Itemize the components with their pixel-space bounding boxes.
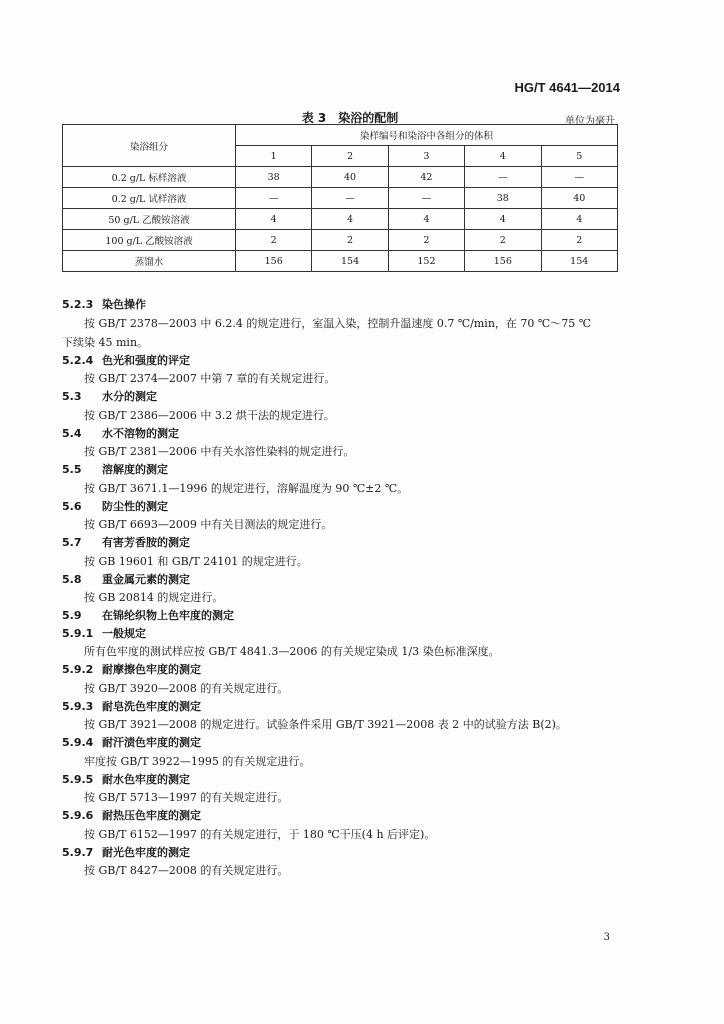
volume-cell: 40 (541, 188, 618, 209)
volume-cell: — (541, 167, 618, 188)
section-heading (62, 807, 622, 825)
section-number: 5.9.1 (62, 626, 94, 640)
section-title: 耐汗渍色牢度的测定 (102, 736, 201, 749)
section-number: 5.9 (62, 609, 82, 622)
col-header-component: 染浴组分 (63, 125, 236, 167)
section-text: 牢度按 GB/T 3922—1995 的有关规定进行。 (84, 754, 311, 768)
table-row (63, 167, 618, 188)
section-text: 按 GB 19601 和 GB/T 24101 的规定进行。 (84, 554, 308, 568)
section-title: 水分的测定 (102, 390, 157, 403)
table-title: 表 3 染浴的配制 (301, 111, 399, 125)
section-text: 按 GB/T 5713—1997 的有关规定进行。 (84, 791, 289, 804)
section-title: 有害芳香胺的测定 (102, 536, 190, 549)
volume-cell: 4 (312, 209, 388, 230)
sections-body (62, 296, 622, 880)
volume-cell: 38 (236, 167, 312, 188)
volume-cell: 40 (312, 167, 388, 188)
volume-cell: 2 (541, 230, 618, 251)
section-title: 耐水色牢度的测定 (102, 772, 190, 786)
sample-number: 4 (465, 146, 541, 167)
section-title: 一般规定 (102, 626, 146, 640)
section-heading (62, 571, 622, 589)
section-title: 染色操作 (102, 298, 146, 311)
table-row (63, 209, 618, 230)
section-text: 下续染 45 min。 (62, 335, 149, 349)
section-heading (62, 425, 622, 443)
component-cell: 0.2 g/L 试样溶液 (63, 188, 236, 209)
table-row (63, 251, 618, 272)
section-title: 重金属元素的测定 (102, 572, 190, 586)
section-title: 耐光色牢度的测定 (102, 845, 190, 859)
volume-cell: — (236, 188, 312, 209)
section-heading (62, 661, 622, 679)
section-number: 5.6 (62, 499, 82, 513)
volume-cell: 156 (236, 251, 312, 272)
section-heading (62, 352, 622, 370)
section-heading (62, 844, 622, 862)
sample-number: 2 (312, 146, 388, 167)
section-number: 5.5 (62, 463, 82, 476)
sample-number: 3 (388, 146, 464, 167)
section-title: 耐热压色牢度的测定 (102, 809, 201, 822)
volume-cell: — (465, 167, 541, 188)
section-title: 防尘性的测定 (102, 499, 168, 513)
section-heading (62, 625, 622, 643)
col-header-group: 染样编号和染浴中各组分的体积 (236, 125, 618, 146)
section-text: 按 GB 20814 的规定进行。 (84, 591, 224, 604)
section-text: 按 GB/T 3921—2008 的规定进行。试验条件采用 GB/T 3921—2008 表 2 中的试验方法 B(2)。 (84, 718, 567, 731)
volume-cell: 38 (465, 188, 541, 209)
volume-cell: 2 (312, 230, 388, 251)
section-number: 5.9.3 (62, 699, 94, 713)
volume-cell: — (388, 188, 464, 209)
section-title: 耐摩擦色牢度的测定 (102, 663, 201, 676)
section-heading (62, 498, 622, 516)
table-unit: 单位为毫升 (565, 116, 615, 127)
section-heading (62, 771, 622, 789)
section-number: 5.2.3 (62, 298, 94, 311)
section-text: 按 GB/T 2378—2003 中 6.2.4 的规定进行，室温入染，控制升温速度 0.7 ℃/min，在 70 ℃～75 ℃ (84, 316, 591, 330)
section-title: 色光和强度的评定 (102, 353, 190, 367)
section-number: 5.9.2 (62, 663, 94, 676)
section-number: 5.8 (62, 572, 82, 586)
section-text: 按 GB/T 6693—2009 中有关目测法的规定进行。 (84, 518, 333, 531)
volume-cell: 2 (388, 230, 464, 251)
section-number: 5.2.4 (62, 353, 94, 367)
component-cell: 100 g/L 乙酸铵溶液 (63, 230, 236, 251)
section-text: 按 GB/T 2381—2006 中有关水溶性染料的规定进行。 (84, 445, 355, 458)
section-title: 耐皂洗色牢度的测定 (102, 699, 201, 713)
volume-cell: 2 (236, 230, 312, 251)
section-heading (62, 607, 622, 625)
dye-bath-table (62, 124, 618, 272)
volume-cell: 4 (388, 209, 464, 230)
component-cell: 0.2 g/L 标样溶液 (63, 167, 236, 188)
section-text: 按 GB/T 3920—2008 的有关规定进行。 (84, 681, 289, 695)
section-number: 5.9.5 (62, 772, 94, 786)
section-heading (62, 534, 622, 552)
table-row (63, 188, 618, 209)
section-number: 5.4 (62, 426, 82, 440)
volume-cell: 42 (388, 167, 464, 188)
section-heading (62, 734, 622, 752)
table-row (63, 230, 618, 251)
volume-cell: 154 (541, 251, 618, 272)
section-heading (62, 461, 622, 479)
volume-cell: — (312, 188, 388, 209)
volume-cell: 154 (312, 251, 388, 272)
section-heading (62, 296, 622, 314)
component-cell: 50 g/L 乙酸铵溶液 (63, 209, 236, 230)
section-text: 按 GB/T 6152—1997 的有关规定进行，于 180 ℃干压(4 h 后评定)。 (84, 827, 436, 841)
section-heading (62, 698, 622, 716)
section-heading (62, 388, 622, 406)
sample-number: 1 (236, 146, 312, 167)
section-title: 在锦纶织物上色牢度的测定 (102, 609, 234, 622)
sample-number: 5 (541, 146, 618, 167)
section-text: 按 GB/T 2386—2006 中 3.2 烘干法的规定进行。 (84, 408, 335, 422)
volume-cell: 4 (541, 209, 618, 230)
section-number: 5.9.7 (62, 845, 94, 859)
section-text: 按 GB/T 3671.1—1996 的规定进行，溶解温度为 90 ℃±2 ℃。 (84, 481, 409, 495)
volume-cell: 152 (388, 251, 464, 272)
section-title: 溶解度的测定 (102, 463, 168, 476)
section-text: 按 GB/T 8427—2008 的有关规定进行。 (84, 864, 289, 877)
section-text: 按 GB/T 2374—2007 中第 7 章的有关规定进行。 (84, 372, 336, 385)
section-number: 5.9.4 (62, 736, 94, 749)
section-number: 5.9.6 (62, 809, 94, 822)
volume-cell: 4 (465, 209, 541, 230)
volume-cell: 156 (465, 251, 541, 272)
standard-code: HG/T 4641—2014 (514, 80, 620, 95)
section-title: 水不溶物的测定 (102, 426, 179, 440)
section-number: 5.3 (62, 390, 82, 403)
volume-cell: 2 (465, 230, 541, 251)
section-text: 所有色牢度的测试样应按 GB/T 4841.3—2006 的有关规定染成 1/3 染色标准深度。 (84, 645, 500, 658)
section-number: 5.7 (62, 536, 82, 549)
page-number: 3 (603, 932, 610, 943)
volume-cell: 4 (236, 209, 312, 230)
component-cell: 蒸馏水 (63, 251, 236, 272)
table-header-row (63, 125, 618, 146)
